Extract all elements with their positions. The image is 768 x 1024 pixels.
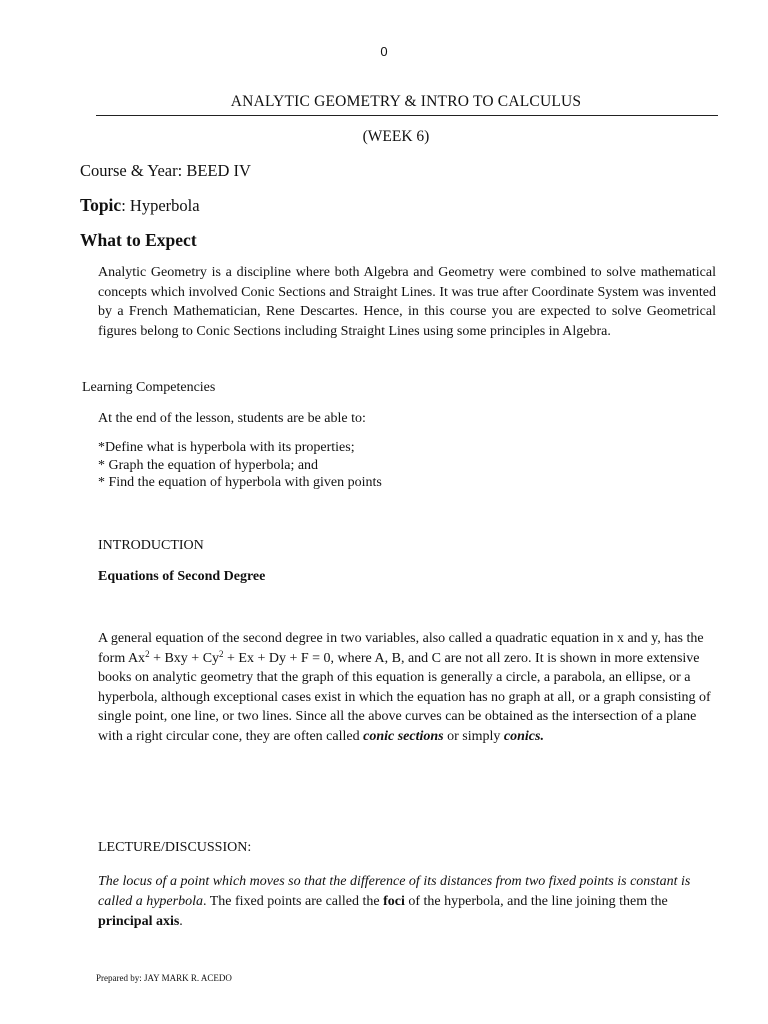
list-item: *Define what is hyperbola with its properties; [98,440,355,455]
second-degree-paragraph: A general equation of the second degree in two variables, also called a quadratic equation in x and y, has the form $Ax^2$ + Bxy + $Cy^2 + Ex + Dy + F = 0$, where A, B, and C are not all zero. It is shown in more extensive books on analytic geometry that the graph of this equation is generally a circle, a parabola, an ellipse, or a hyperbola, although exceptional cases exist in which the equation has no graph at all, or a graph consisting of single point, one line, or two lines. Since all the above curves can be obtained as the intersection of a plane with a right circular cone, they are often called conic sections or simply conics. [98,631,711,744]
learning-intro: At the end of the lesson, students are be able to: [98,411,366,426]
introduction-heading: INTRODUCTION [98,538,204,553]
foci-term: foci [383,894,405,909]
competency-list [98,439,382,492]
conics-term: conics. [503,728,544,744]
lecture-heading: LECTURE/DISCUSSION: [98,840,252,855]
hyperbola-definition: The locus of a point which moves so that the difference of its distances from two fixed points is constant is called a hyperbola. The fixed points are called the foci of the hyperbola, and the line joining them the principal axis. [98,874,691,929]
learning-competencies-label: Learning Competencies [82,380,216,395]
course-year: Course & Year: BEED IV [80,161,251,180]
page-number: 0 [380,44,388,59]
what-to-expect-heading: What to Expect [80,230,197,250]
topic-line [80,195,200,216]
topic-value: : Hyperbola [121,196,200,215]
equations-subheading: Equations of Second Degree [98,569,266,584]
list-item: * Graph the equation of hyperbola; and [98,457,319,473]
list-item: * Find the equation of hyperbola with given points [98,475,382,490]
principal-axis-term: principal axis [98,914,180,929]
title-underline [96,115,718,116]
topic-label: Topic [80,195,122,215]
what-to-expect-paragraph: Analytic Geometry is a discipline where both Algebra and Geometry were combined to solve mathematical concepts which involved Conic Sections and Straight Lines. It was true after Coordinate System was invented by a French Mathematician, Rene Descartes. Hence, in this course you are expected to solve Geometrical figures belong to Conic Sections including Straight Lines using some principles in Algebra. [98,265,716,339]
prepared-by-footer: Prepared by: JAY MARK R. ACEDO [96,973,232,983]
week-label: (WEEK 6) [362,128,430,145]
document-title: ANALYTIC GEOMETRY & INTRO TO CALCULUS [230,93,582,110]
conic-sections-term: conic sections [363,728,444,744]
